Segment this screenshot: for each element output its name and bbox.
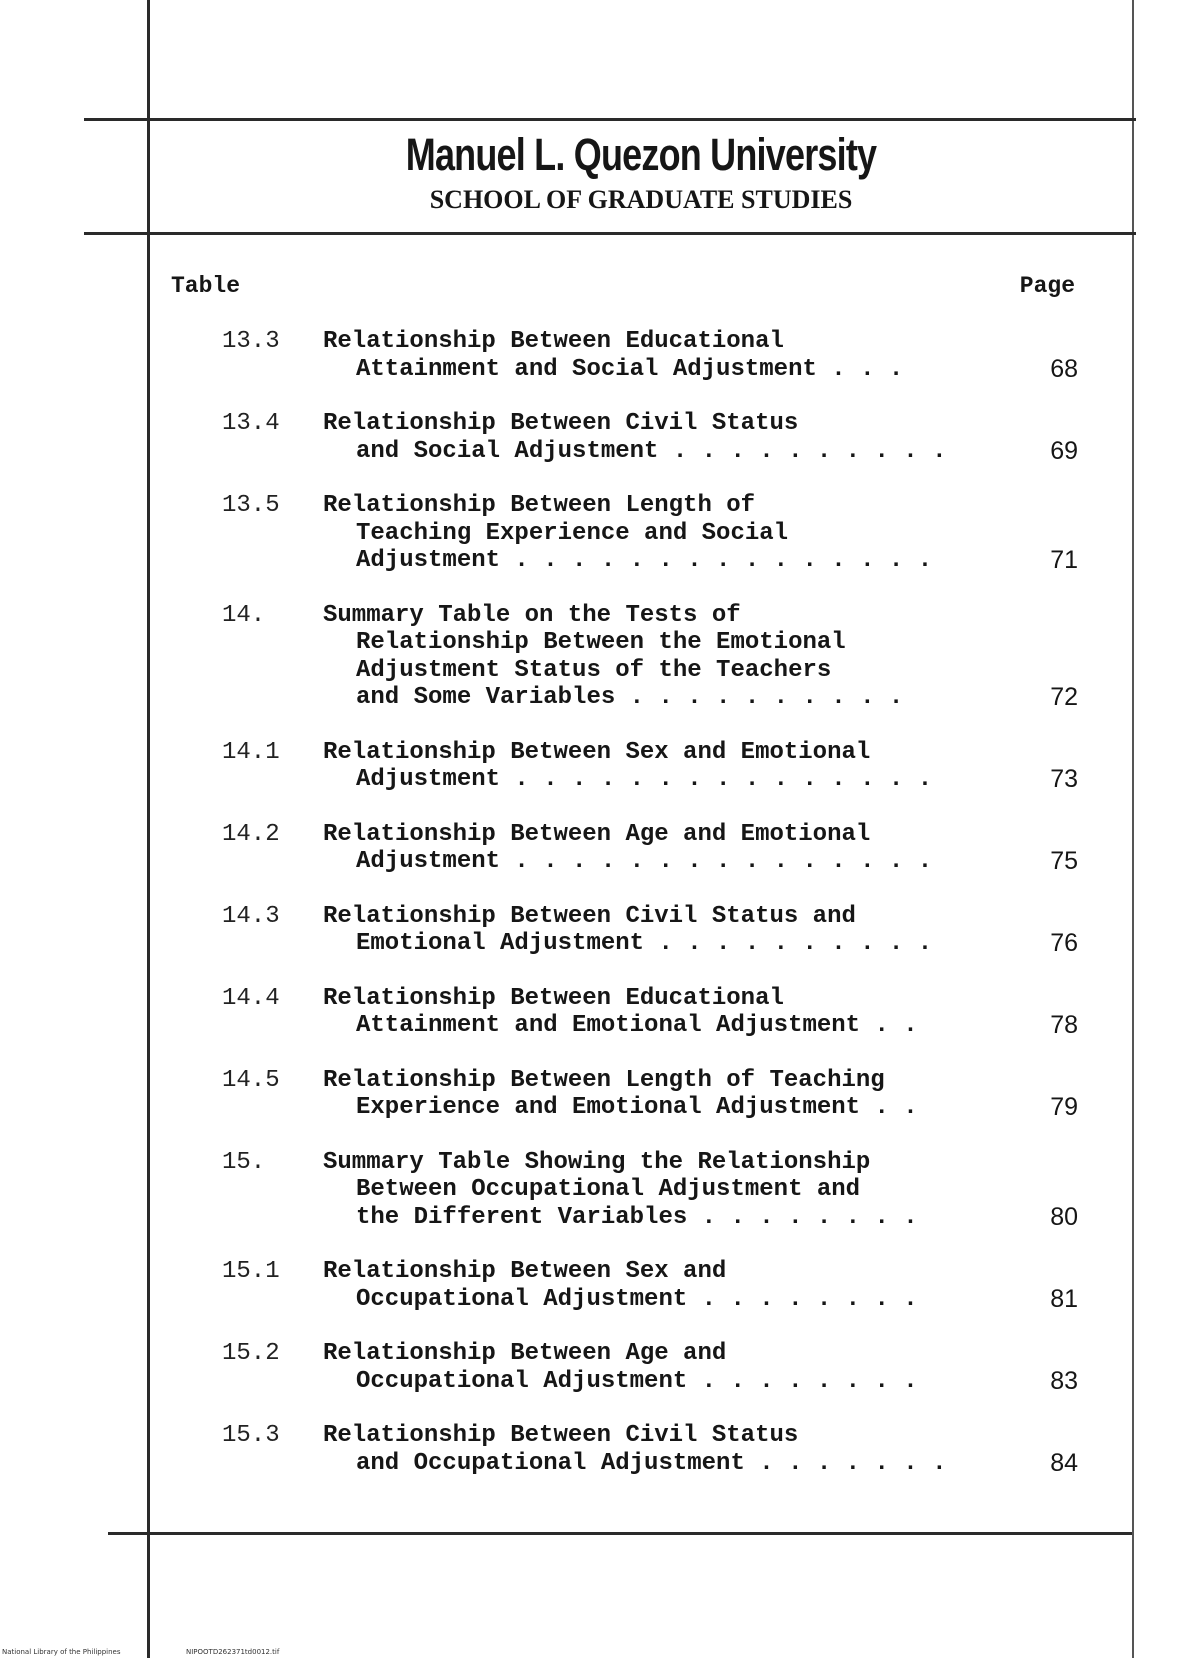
page-number: 78 [1050, 1011, 1078, 1039]
list-of-tables [160, 328, 1080, 1477]
table-column-heading: Table [171, 273, 241, 299]
table-title [323, 1067, 1003, 1122]
page-number: 75 [1050, 847, 1078, 875]
page-number: 71 [1050, 546, 1078, 574]
toc-entry [160, 1149, 1080, 1232]
table-title [323, 492, 1003, 575]
table-number: 15.3 [222, 1422, 280, 1449]
university-name: Manuel L. Quezon University [405, 129, 877, 180]
title-line: Adjustment . . . . . . . . . . . . . . . [356, 766, 933, 793]
toc-entry [160, 1422, 1080, 1477]
title-line: Relationship Between the Emotional [356, 629, 846, 656]
toc-entry [160, 821, 1080, 876]
toc-entry [160, 1067, 1080, 1122]
title-line: Relationship Between Civil Status [323, 410, 799, 437]
toc-entry [160, 410, 1080, 465]
table-title [323, 602, 1003, 712]
title-line: Adjustment Status of the Teachers [356, 656, 832, 684]
title-line: the Different Variables . . . . . . . . [356, 1203, 918, 1231]
table-number: 14.3 [222, 902, 280, 930]
title-line: Relationship Between Age and Emotional [323, 820, 871, 848]
page-column-heading: Page [1019, 273, 1075, 299]
letterhead [150, 128, 1132, 218]
page-number: 69 [1050, 436, 1078, 465]
library-credit: National Library of the Philippines [2, 1648, 121, 1656]
table-number: 14.1 [222, 738, 280, 766]
toc-entry [160, 1258, 1080, 1313]
title-line: Attainment and Social Adjustment . . . [356, 355, 904, 383]
toc-entry [160, 985, 1080, 1040]
title-line: Emotional Adjustment . . . . . . . . . . [356, 930, 933, 957]
title-line: Relationship Between Sex and [323, 1258, 727, 1285]
table-number: 14. [222, 601, 266, 629]
right-margin-rule [1132, 0, 1134, 1658]
table-number: 13.4 [222, 410, 280, 437]
title-line: and Occupational Adjustment . . . . . . . [356, 1449, 947, 1477]
table-title [323, 1258, 1003, 1313]
table-number: 15. [222, 1148, 266, 1176]
title-line: Relationship Between Length of [323, 492, 756, 519]
table-title [323, 903, 1003, 958]
table-title [323, 1149, 1003, 1232]
toc-entry [160, 739, 1080, 794]
header-bottom-rule [84, 232, 1136, 235]
title-line: Teaching Experience and Social [356, 519, 789, 547]
table-number: 15.2 [222, 1340, 280, 1367]
footer-rule [108, 1532, 1132, 1535]
table-title [323, 1340, 1003, 1395]
page-number: 76 [1050, 929, 1078, 957]
table-number: 14.2 [222, 820, 280, 848]
title-line: Relationship Between Educational [323, 984, 784, 1012]
table-title [323, 1422, 1003, 1477]
title-line: Relationship Between Civil Status [323, 1422, 799, 1449]
title-line: Experience and Emotional Adjustment . . [356, 1094, 918, 1121]
toc-entry [160, 903, 1080, 958]
table-number: 15.1 [222, 1258, 280, 1285]
toc-entry [160, 602, 1080, 712]
title-line: and Some Variables . . . . . . . . . . [356, 684, 904, 711]
title-line: Occupational Adjustment . . . . . . . . [356, 1285, 918, 1313]
table-title [323, 821, 1003, 876]
title-line: Relationship Between Age and [323, 1340, 727, 1367]
page-number: 83 [1050, 1366, 1078, 1395]
page-number: 79 [1050, 1093, 1078, 1121]
title-line: Relationship Between Sex and Emotional [323, 738, 871, 766]
title-line: Relationship Between Educational [323, 328, 784, 355]
toc-entry [160, 492, 1080, 575]
school-name: SCHOOL OF GRADUATE STUDIES [429, 185, 853, 214]
title-line: Summary Table Showing the Relationship [323, 1148, 871, 1176]
title-line: Summary Table on the Tests of [323, 601, 741, 629]
page-number: 68 [1050, 354, 1078, 383]
title-line: Occupational Adjustment . . . . . . . . [356, 1367, 918, 1395]
table-title [323, 410, 1003, 465]
title-line: Adjustment . . . . . . . . . . . . . . . [356, 848, 933, 875]
page-number: 73 [1050, 765, 1078, 793]
header-top-rule [84, 118, 1136, 121]
toc-entry [160, 1340, 1080, 1395]
title-line: Relationship Between Length of Teaching [323, 1066, 885, 1094]
title-line: Attainment and Emotional Adjustment . . [356, 1012, 918, 1039]
table-number: 14.5 [222, 1066, 280, 1094]
page-number: 72 [1050, 683, 1078, 711]
table-title [323, 739, 1003, 794]
title-line: Adjustment . . . . . . . . . . . . . . . [356, 547, 933, 574]
page-number: 80 [1050, 1202, 1078, 1231]
table-number: 14.4 [222, 984, 280, 1012]
left-margin-rule [147, 0, 150, 1658]
title-line: Relationship Between Civil Status and [323, 902, 856, 930]
table-number: 13.3 [222, 328, 280, 355]
table-title [323, 985, 1003, 1040]
file-name: NIPOOTD262371td0012.tif [186, 1648, 280, 1656]
table-number: 13.5 [222, 492, 280, 519]
toc-entry [160, 328, 1080, 383]
page-number: 84 [1050, 1448, 1078, 1477]
page-number: 81 [1050, 1284, 1078, 1313]
table-title [323, 328, 1003, 383]
title-line: Between Occupational Adjustment and [356, 1176, 861, 1203]
title-line: and Social Adjustment . . . . . . . . . . [356, 437, 947, 465]
